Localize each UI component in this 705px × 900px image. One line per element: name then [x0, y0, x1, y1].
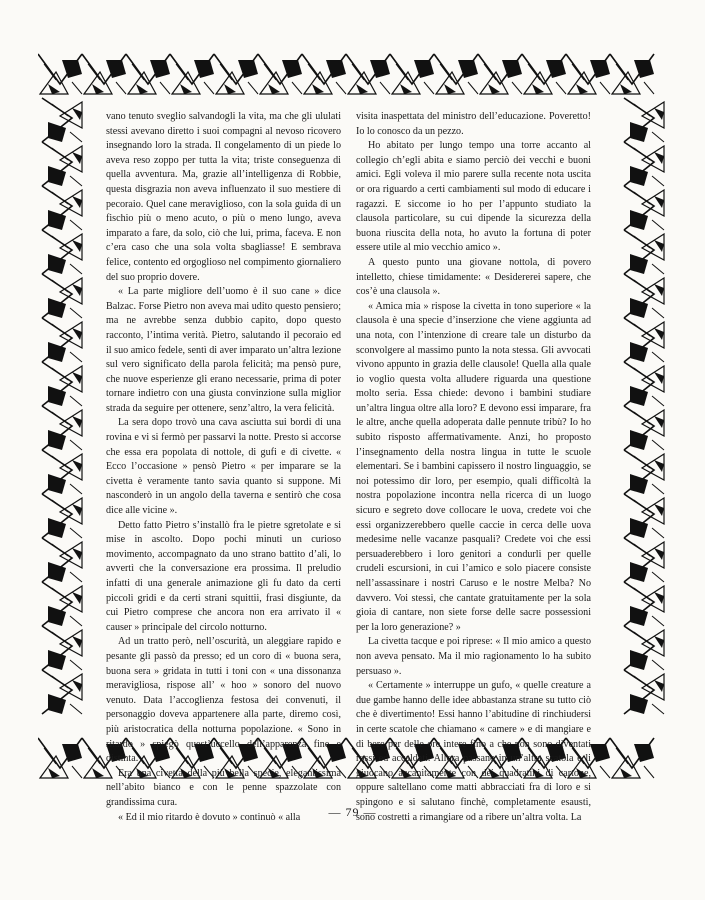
paragraph: « Ed il mio ritardo è dovuto » continuò « alla: [118, 811, 301, 823]
text-column-right: [356, 110, 591, 825]
paragraph: « Amica mia » rispose la civetta in tono superiore « la clausola è una specie d’inserzione che viene aggiunta ad una nota, con l’intenzione di creare tale un disturbo da sconvolgere al massimo punto la nota stessa. Gli avvocati vivono appunto in grazia delle clausole! Quella alla quale io voglio questa volta alludere riguarda una questione molto seria. Essa chiede: devono i bambini studiare un’altra lingua oltre alla loro? E devono essi imparare, fra le altre, anche quella adoperata dalle pennute tribù? Io ho subito risposto affermativamente. Anzi, ho proposto l’insegnamento della nostra lingua in tutte le scuole elementari. Se i bambini capissero il nostro linguaggio, se noi potessimo dir loro, per esempio, quali difficoltà la nostra popolazione incontra nella ricerca di un luogo sicuro e segreto dove collocare le uova, credete voi che essi organizzerebbero quelle caccie in cerca delle uova medesime nelle vacanze pasquali? Credete voi che essi persuaderebbero i loro genitori a condurli per quelle crudeli escursioni, in cui l’amico e solo piacere consiste nell’assassinare i nostri Caruso e le nostre Melba? No davvero. Voi stessi, che cantate gratuitamente per la sola gioia di cantare, non siete forse delle sacre possessioni per la loro generazione? »: [356, 300, 591, 633]
paragraph: visita inaspettata del ministro dell’educazione. Poveretto! Io lo conosco da un pezzo.: [356, 111, 591, 137]
page-number: — 79 —: [328, 805, 377, 819]
paragraph: La civetta tacque e poi riprese: « Il mio amico a questo non aveva pensato. Ma il mio ragionamento lo ha subito persuaso ».: [356, 636, 591, 677]
paragraph: La sera dopo trovò una cava asciutta sui bordi di una rovina e vi si fermò per passarvi la notte. Presto si accorse che essa era popolata di nottole, di gufi e di civette. « Ecco l’occasione » pensò Pietro « per imparare se la civetta è veramente tanto savia quanto si suppone. Mi nasconderò in un angolo della taverna e sentirò che cosa dice alle vicine ».: [106, 417, 341, 517]
paragraph: vano tenuto sveglio salvandogli la vita, ma che gli ululati stessi avevano diretto i suoi compagni al nevoso ricovero insegnando loro la strada. Il congelamento di un piede lo aveva reso zoppo per tutta la vita; triste conseguenza di quella avventura. Ma, grazie all’intelligenza di Robbie, questa disgrazia non aveva influenzato il suo mestiere di pecoraio. Quel cane meraviglioso, con la sola guida di un fischio più o meno acuto, o più o meno lungo, aveva imparato a fare, da solo, ciò che lui, prima, faceva. E non c’era caso che una sola volta sbagliasse! E sembrava felice, contento ed orgoglioso nel compimento giornaliero del suo proprio dovere.: [106, 111, 341, 283]
paragraph: Ho abitato per lungo tempo una torre accanto al collegio ch’egli abita e siamo perciò dei vecchi e buoni amici. Egli voleva il mio parere sulla recente nota uscita or ora riguardo a certi cambiamenti sul modo di educare i ragazzi. E siccome io ho per l’appunto studiato la clausola particolare, su cui dipende la sicurezza della buona riuscita della nota, ho avuto la fortuna di poter essere utile al mio vecchio amico ».: [356, 140, 591, 254]
paragraph: A questo punto una giovane nottola, di povero intelletto, chiese timidamente: « Desidererei sapere, che cos’è una clausola ».: [356, 256, 591, 298]
text-column-left: [106, 110, 341, 825]
paragraph: « Certamente » interruppe un gufo, « quelle creature a due gambe hanno delle idee abbastanza strane su tutto ciò che è divertimento! Essi hanno l’abitudine di rinchiudersi in certe scatole che chiamano « camere » e di mangiare e di bere per delle ore intere fino a che non sono diventati rossi ed accaldati. Allora passano in un’altra scatola e li giuocano accanitamente con dei quadratini di cartone, oppure saltellano come matti abbracciati fra di loro e si spingono e si salutano finchè, completamente esausti, sono costretti a rimangiare od a ribere un’altra volta. La: [356, 680, 591, 823]
paragraph: Era una civetta della più bella specie, elegantissima nell’abito bianco e con le penne spazzolate con grandissima cura.: [106, 767, 341, 808]
paragraph: « La parte migliore dell’uomo è il suo cane » dice Balzac. Forse Pietro non aveva mai udito questo pensiero; ma ne avrebbe senza dubbio capito, dopo questo racconto, l’intima verità. Pietro, salutando il pecoraio ed il suo amico fedele, sentì di aver imparato un’altra lezione sul vero significato della parola felicità; ma pensò pure, che nuove esperienze gli erano necessarie, prima di poter tornare indietro con una giusta convinzione sulla miglior strada da seguire per ottenere, senz’altro, la vera felicità.: [106, 286, 341, 414]
paragraph: Detto fatto Pietro s’installò fra le pietre sgretolate e si mise in ascolto. Dopo pochi minuti un curioso movimento, accompagnato da uno strano battito d’ali, lo avvertì che la conversazione era prossima. Il preludio infatti di una generale animazione gli fu dato da certi piccoli gridi e da certi strani squittii, frasi disgiunte, da cui Pietro comprese che ancora non era arrivato il « causer » principale del circolo notturno.: [106, 519, 341, 633]
paragraph: Ad un tratto però, nell’oscurità, un aleggiare rapido e pesante gli passò da presso; ed un coro di « buona sera, buona sera » gridata in tutti i toni con « una dissonanza meravigliosa, rispose all’ « hoo » sonoro del nuovo venuto. Data l’accoglienza festosa dei convenuti, il personaggio doveva appartenere alla parte, diremo così, più aristocratica della notturna popolazione. « Sono in ritardo » spiegò quest’uccello dell’apparenza fine e distinta.: [106, 636, 341, 765]
